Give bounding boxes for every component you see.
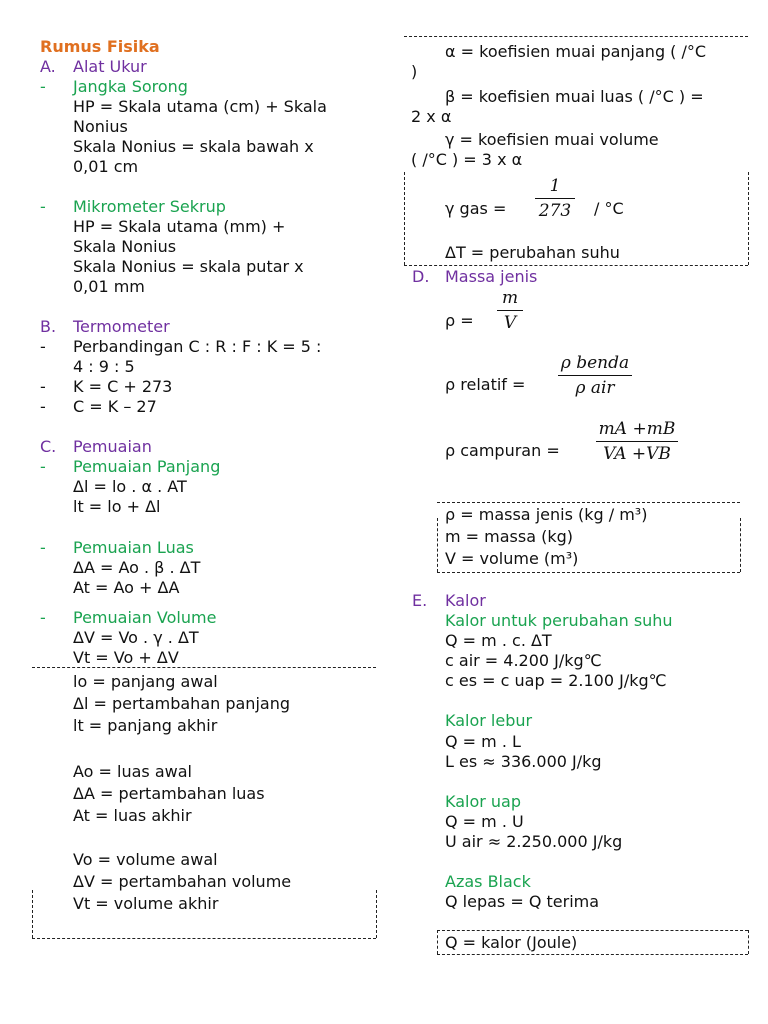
- mikrometer-marker: -: [40, 197, 46, 216]
- legend-vt: Vt = volume akhir: [73, 894, 219, 913]
- right-legend-box-top: [404, 36, 748, 37]
- pemuaian-panjang-line-2: lt = lo + Δl: [73, 497, 161, 516]
- rho-campuran-denominator: VA +VB: [603, 444, 671, 464]
- termometer-item-1-line-1: Perbandingan C : R : F : K = 5 :: [73, 337, 322, 356]
- section-c-title: Pemuaian: [73, 437, 152, 456]
- pemuaian-volume-title: Pemuaian Volume: [73, 608, 217, 627]
- rho-legend-box-left: [437, 518, 438, 572]
- section-e-title: Kalor: [445, 591, 486, 610]
- termometer-item-3-marker: -: [40, 397, 46, 416]
- jangka-sorong-line-3: Skala Nonius = skala bawah x: [73, 137, 314, 156]
- pemuaian-volume-line-1: ΔV = Vo . γ . ΔT: [73, 628, 199, 647]
- pemuaian-panjang-title: Pemuaian Panjang: [73, 457, 221, 476]
- left-legend-box-left: [32, 890, 33, 938]
- mikrometer-line-2: Skala Nonius: [73, 237, 177, 256]
- gamma-gas-unit: / °C: [594, 199, 624, 218]
- section-c-marker: C.: [40, 437, 57, 456]
- kalor-suhu-title: Kalor untuk perubahan suhu: [445, 611, 673, 630]
- rho-denominator: V: [503, 313, 517, 333]
- azas-black-title: Azas Black: [445, 872, 531, 891]
- kalor-uap-line-2: U air ≈ 2.250.000 J/kg: [445, 832, 623, 851]
- kalor-suhu-line-2: c air = 4.200 J/kg℃: [445, 651, 602, 670]
- section-e-marker: E.: [412, 591, 428, 610]
- jangka-sorong-marker: -: [40, 77, 46, 96]
- q-legend-box-bottom: [437, 954, 748, 955]
- pemuaian-panjang-marker: -: [40, 457, 46, 476]
- mikrometer-title: Mikrometer Sekrup: [73, 197, 226, 216]
- beta-def-line-2: 2 x α: [411, 107, 452, 126]
- legend-lo: lo = panjang awal: [73, 672, 218, 691]
- kalor-lebur-line-1: Q = m . L: [445, 732, 521, 751]
- fraction-bar: [596, 441, 678, 442]
- delta-t-def: ΔT = perubahan suhu: [445, 243, 620, 262]
- legend-at: At = luas akhir: [73, 806, 192, 825]
- fraction-bar: [497, 310, 523, 311]
- section-a-title: Alat Ukur: [73, 57, 147, 76]
- left-legend-box-bottom: [32, 938, 376, 939]
- section-d-title: Massa jenis: [445, 267, 538, 286]
- rho-fraction: [497, 288, 523, 333]
- kalor-uap-title: Kalor uap: [445, 792, 522, 811]
- rho-legend-box-bottom: [437, 572, 740, 573]
- pemuaian-volume-marker: -: [40, 608, 46, 627]
- jangka-sorong-line-1: HP = Skala utama (cm) + Skala: [73, 97, 327, 116]
- mikrometer-line-3: Skala Nonius = skala putar x: [73, 257, 304, 276]
- rho-relatif-fraction: [558, 353, 632, 398]
- termometer-item-2: K = C + 273: [73, 377, 173, 396]
- kalor-suhu-line-3: c es = c uap = 2.100 J/kg℃: [445, 671, 667, 690]
- pemuaian-luas-title: Pemuaian Luas: [73, 538, 194, 557]
- kalor-suhu-line-1: Q = m . c. ΔT: [445, 631, 552, 650]
- legend-ao: Ao = luas awal: [73, 762, 192, 781]
- legend-vo: Vo = volume awal: [73, 850, 218, 869]
- section-a-marker: A.: [40, 57, 56, 76]
- pemuaian-luas-line-2: At = Ao + ΔA: [73, 578, 180, 597]
- gamma-def-line-1: γ = koefisien muai volume: [445, 130, 659, 149]
- left-legend-box-right: [376, 890, 377, 938]
- q-legend-box-top: [437, 930, 748, 931]
- section-b-marker: B.: [40, 317, 57, 336]
- pemuaian-panjang-line-1: Δl = lo . α . AT: [73, 477, 187, 496]
- kalor-uap-line-1: Q = m . U: [445, 812, 524, 831]
- jangka-sorong-title: Jangka Sorong: [73, 77, 188, 96]
- q-legend-box-right: [748, 930, 749, 954]
- legend-rho: ρ = massa jenis (kg / m³): [445, 505, 648, 524]
- alpha-def-line-1: α = koefisien muai panjang ( /°C: [445, 42, 707, 61]
- termometer-item-3: C = K – 27: [73, 397, 157, 416]
- gamma-gas-label: γ gas =: [445, 199, 507, 218]
- mikrometer-line-1: HP = Skala utama (mm) +: [73, 217, 286, 236]
- rho-relatif-denominator: ρ air: [575, 378, 615, 398]
- termometer-item-1-marker: -: [40, 337, 46, 356]
- termometer-item-1-line-2: 4 : 9 : 5: [73, 357, 135, 376]
- legend-delta-a: ΔA = pertambahan luas: [73, 784, 265, 803]
- left-legend-box-top: [32, 667, 376, 668]
- legend-lt: lt = panjang akhir: [73, 716, 218, 735]
- pemuaian-luas-marker: -: [40, 538, 46, 557]
- rho-numerator: m: [501, 288, 519, 308]
- pemuaian-volume-line-2: Vt = Vo + ΔV: [73, 648, 179, 667]
- legend-m: m = massa (kg): [445, 527, 574, 546]
- gamma-gas-denominator: 273: [538, 201, 572, 221]
- page-title: Rumus Fisika: [40, 37, 160, 56]
- rho-label: ρ =: [445, 311, 474, 330]
- jangka-sorong-line-4: 0,01 cm: [73, 157, 139, 176]
- kalor-lebur-title: Kalor lebur: [445, 711, 533, 730]
- mikrometer-line-4: 0,01 mm: [73, 277, 145, 296]
- kalor-lebur-line-2: L es ≈ 336.000 J/kg: [445, 752, 602, 771]
- gamma-def-line-2: ( /°C ) = 3 x α: [411, 150, 523, 169]
- pemuaian-luas-line-1: ΔA = Ao . β . ΔT: [73, 558, 201, 577]
- azas-black-line-1: Q lepas = Q terima: [445, 892, 600, 911]
- right-legend-box-left: [404, 172, 405, 265]
- termometer-item-2-marker: -: [40, 377, 46, 396]
- fraction-bar: [535, 198, 575, 199]
- beta-def-line-1: β = koefisien muai luas ( /°C ) =: [445, 87, 704, 106]
- rho-legend-box-top: [437, 502, 740, 503]
- section-d-marker: D.: [412, 267, 430, 286]
- rho-campuran-label: ρ campuran =: [445, 441, 560, 460]
- gamma-gas-fraction: [535, 176, 575, 221]
- gamma-gas-numerator: 1: [549, 176, 561, 196]
- rho-relatif-label: ρ relatif =: [445, 375, 526, 394]
- legend-q: Q = kalor (Joule): [445, 933, 578, 952]
- q-legend-box-left: [437, 930, 438, 954]
- legend-delta-v: ΔV = pertambahan volume: [73, 872, 292, 891]
- rho-campuran-fraction: [596, 419, 678, 464]
- legend-delta-l: Δl = pertambahan panjang: [73, 694, 290, 713]
- rho-campuran-numerator: mA +mB: [598, 419, 676, 439]
- fraction-bar: [558, 375, 632, 376]
- legend-v: V = volume (m³): [445, 549, 579, 568]
- right-legend-box-right: [748, 172, 749, 265]
- rho-legend-box-right: [740, 518, 741, 572]
- jangka-sorong-line-2: Nonius: [73, 117, 128, 136]
- alpha-def-line-2: ): [411, 62, 418, 81]
- section-b-title: Termometer: [73, 317, 170, 336]
- right-legend-box-bottom: [404, 265, 748, 266]
- rho-relatif-numerator: ρ benda: [560, 353, 630, 373]
